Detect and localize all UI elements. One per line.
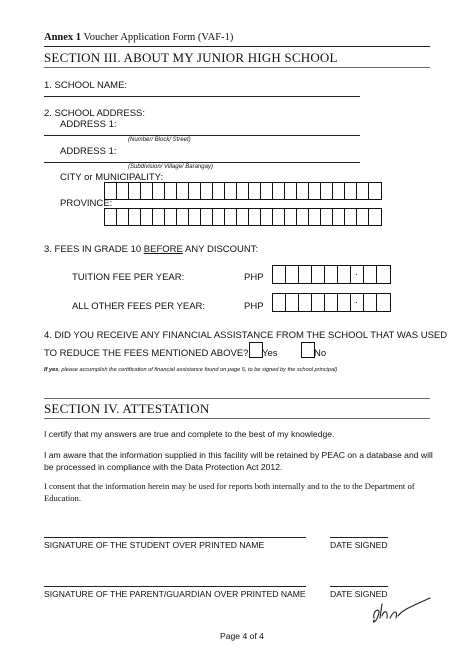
school-name-field[interactable]	[44, 96, 360, 97]
address-barangay-hint: (Subdivision/ Village/ Barangay)	[128, 164, 213, 170]
header-rule	[44, 46, 430, 47]
address-street-field[interactable]	[44, 135, 360, 136]
other-fees-label: ALL OTHER FEES PER YEAR:	[72, 301, 206, 312]
student-date-label: DATE SIGNED	[330, 540, 388, 550]
handwritten-initials	[368, 596, 434, 628]
yes-label: Yes	[262, 348, 278, 359]
address1-label: ADDRESS 1:	[60, 119, 117, 130]
tuition-php-label: PHP	[244, 272, 264, 283]
parent-signature-label: SIGNATURE OF THE PARENT/GUARDIAN OVER PRINTED NAME	[44, 589, 306, 599]
other-fees-php-label: PHP	[244, 301, 264, 312]
no-label: No	[314, 348, 327, 359]
fees-question	[44, 244, 258, 255]
province-label: PROVINCE:	[60, 198, 113, 209]
page-number: Page 4 of 4	[220, 631, 264, 641]
section4-top-rule	[44, 398, 430, 399]
city-boxes[interactable]	[104, 182, 382, 200]
province-boxes[interactable]	[104, 208, 382, 226]
city-label: CITY or MUNICIPALITY:	[60, 172, 164, 183]
parent-signature-line[interactable]	[44, 586, 306, 587]
tuition-label: TUITION FEE PER YEAR:	[72, 272, 185, 283]
school-name-label: 1. SCHOOL NAME:	[44, 80, 128, 91]
other-fees-boxes[interactable]	[272, 293, 391, 312]
assistance-question-line2: TO REDUCE THE FEES MENTIONED ABOVE?	[44, 348, 249, 359]
attestation-p1: I certify that my answers are true and complete to the best of my knowledge.	[44, 429, 335, 439]
fees-question-before: BEFORE	[143, 244, 183, 255]
parent-date-label: DATE SIGNED	[330, 589, 388, 599]
student-date-line[interactable]	[330, 537, 388, 538]
annex-header	[44, 32, 233, 43]
section4-rule	[44, 418, 430, 419]
assistance-note-bold: If yes	[44, 367, 59, 373]
annex-label: Annex 1	[44, 32, 82, 43]
section3-title: SECTION III. ABOUT MY JUNIOR HIGH SCHOOL	[44, 50, 338, 65]
address1-label-2: ADDRESS 1:	[60, 146, 117, 157]
assistance-note-rest: , please accomplish the certification of financial assistance found on page 5, to be signed by the school principal)	[58, 367, 338, 373]
address-barangay-field[interactable]	[44, 162, 360, 163]
section4-title: SECTION IV. ATTESTATION	[44, 401, 210, 416]
assistance-question-line1: 4. DID YOU RECEIVE ANY FINANCIAL ASSISTANCE FROM THE SCHOOL THAT WAS USED	[44, 330, 448, 341]
student-signature-line[interactable]	[44, 537, 306, 538]
attestation-p2: I am aware that the information supplied in this facility will be retained by PEAC on a database and will be processed in compliance with the Data Protection Act 2012.	[44, 450, 433, 472]
assistance-note	[44, 367, 337, 373]
yes-checkbox[interactable]	[249, 342, 263, 358]
fees-question-pre: 3. FEES IN GRADE 10	[44, 244, 144, 255]
address-street-hint: (Number/ Block/ Street)	[128, 137, 191, 143]
student-signature-label: SIGNATURE OF THE STUDENT OVER PRINTED NAME	[44, 540, 265, 550]
attestation-p3: I consent that the information herein may be used for reports both internally and to the to the Department of Education.	[44, 481, 415, 503]
parent-date-line[interactable]	[330, 586, 388, 587]
school-address-label: 2. SCHOOL ADDRESS:	[44, 108, 146, 119]
section3-rule	[44, 67, 430, 68]
no-checkbox[interactable]	[301, 342, 315, 358]
form-title: Voucher Application Form (VAF-1)	[83, 32, 234, 43]
fees-question-post: ANY DISCOUNT:	[182, 244, 259, 255]
tuition-fee-boxes[interactable]	[272, 265, 391, 284]
